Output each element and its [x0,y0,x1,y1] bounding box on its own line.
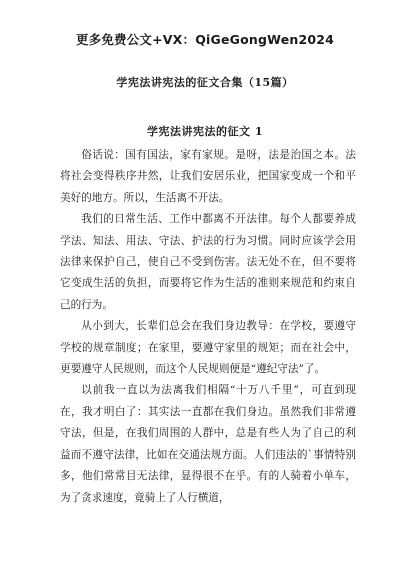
paragraph: 俗话说：国有国法，家有家规。是呀，法是治国之本。法将社会变得秩序井然，让我们安居乐业，把国家变成一个和平美好的地方。所以，生活离不开法。 [60,149,356,204]
paragraph: 从小到大，长辈们总会在我们身边教导：在学校，要遵守学校的规章制度；在家里，要遵守家里的规矩；而在社会中，更要遵守人民规则，而这个人民规则便是“遵纪守法”了。 [60,320,356,376]
document-title: 学宪法讲宪法的征文合集（15篇） [116,76,294,89]
essay-title: 学宪法讲宪法的征文 1 [147,125,263,138]
paragraph: 我们的日常生活、工作中都离不开法律。每个人都要养成学法、知法、用法、守法、护法的行为习惯。同时应该学会用法律来保护自己，使自己不受到伤害。法无处不在，但不要将它变成生活的负担，而要将它作为生活的准则来规范和约束自己的行为。 [60,213,356,311]
paragraph: 以前我一直以为法离我们相隔“十万八千里”，可直到现在，我才明白了：其实法一直都在我们身边。虽然我们非常遵守法，但是，在我们周围的人群中，总是有些人为了自己的利益而不遵守法律，比如在交通法规方面。人们违法的`事情特别多，他们常常目无法律，显得很不在乎。有的人骑着小单车，为了贪求速度，竟骑上了人行横道， [60,384,356,504]
essay-body [60,145,356,509]
promo-header: 更多免费公文+VX：QiGeGongWen2024 [75,32,335,47]
